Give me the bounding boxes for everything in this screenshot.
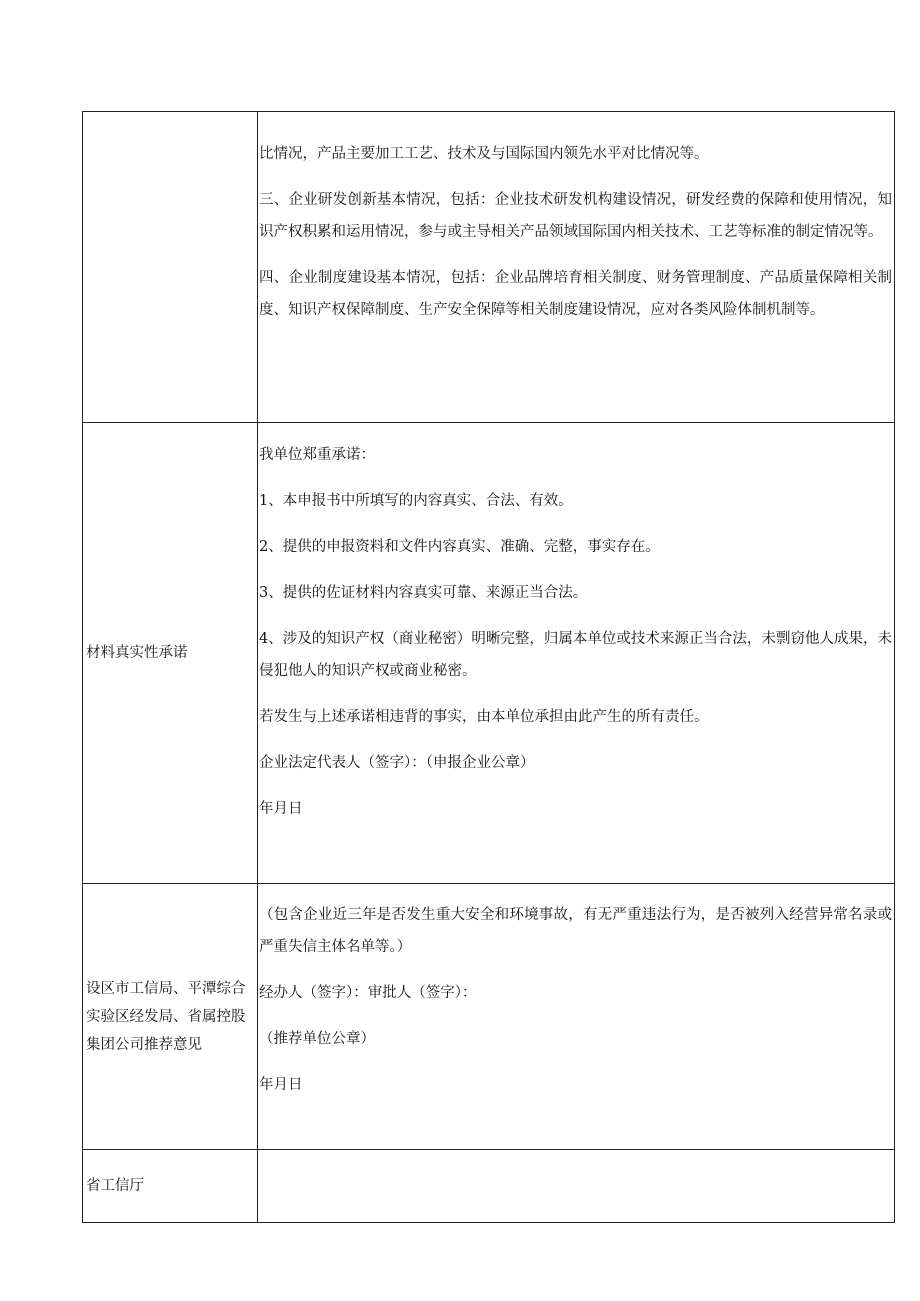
commitment-liability: 若发生与上述承诺相违背的事实，由本单位承担由此产生的所有责任。 (259, 709, 709, 725)
authenticity-commitment-content (258, 423, 895, 884)
recommendation-note: （包含企业近三年是否发生重大安全和环境事故，有无严重违法行为，是否被列入经营异常名录或严重失信主体名单等。） (259, 907, 892, 955)
row-label (83, 112, 258, 423)
commitment-intro: 我单位郑重承诺： (259, 447, 375, 463)
institution-building-paragraph: 四、企业制度建设基本情况，包括：企业品牌培育相关制度、财务管理制度、产品质量保障相关制度、知识产权保障制度、生产安全保障等相关制度建设情况，应对各类风险体制机制等。 (259, 270, 892, 318)
rd-innovation-paragraph: 三、企业研发创新基本情况，包括：企业技术研发机构建设情况，研发经费的保障和使用情况，知识产权积累和运用情况，参与或主导相关产品领域国际国内相关技术、工艺等标准的制定情况等。 (259, 192, 892, 240)
provincial-department-label: 省工信厅 (83, 1150, 258, 1223)
authenticity-commitment-row (83, 423, 895, 884)
provincial-department-content (258, 1150, 895, 1223)
provincial-department-row (83, 1150, 895, 1223)
application-form-table (82, 111, 895, 1223)
commitment-date: 年月日 (259, 801, 303, 817)
commitment-item-4: 4、涉及的知识产权（商业秘密）明晰完整，归属本单位或技术来源正当合法，未剽窃他人成果，未侵犯他人的知识产权或商业秘密。 (259, 631, 892, 679)
commitment-item-2: 2、提供的申报资料和文件内容真实、准确、完整，事实存在。 (259, 539, 660, 555)
commitment-item-1: 1、本申报书中所填写的内容真实、合法、有效。 (259, 493, 573, 509)
recommending-unit-seal: （推荐单位公章） (259, 1031, 375, 1047)
legal-representative-signature: 企业法定代表人（签字）：（申报企业公章） (259, 755, 535, 771)
enterprise-basic-info-content (258, 112, 895, 423)
recommendation-opinion-label: 设区市工信局、平潭综合实验区经发局、省属控股集团公司推荐意见 (83, 884, 258, 1150)
product-comparison-paragraph: 比情况，产品主要加工工艺、技术及与国际国内领先水平对比情况等。 (259, 146, 709, 162)
commitment-item-3: 3、提供的佐证材料内容真实可靠、来源正当合法。 (259, 585, 588, 601)
enterprise-basic-info-row (83, 112, 895, 423)
recommendation-opinion-content (258, 884, 895, 1150)
recommendation-date: 年月日 (259, 1077, 303, 1093)
authenticity-commitment-label: 材料真实性承诺 (83, 423, 258, 884)
handler-approver-signature: 经办人（签字）：审批人（签字）： (259, 985, 477, 1001)
recommendation-opinion-row (83, 884, 895, 1150)
